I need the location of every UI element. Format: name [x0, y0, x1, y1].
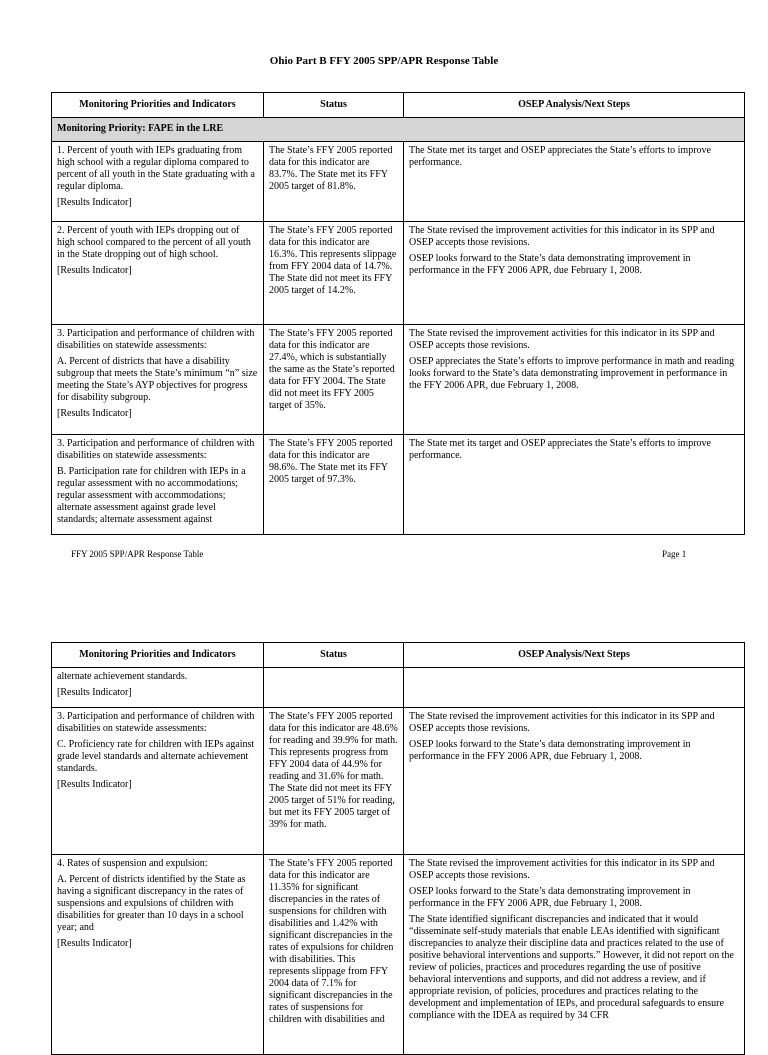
indicator-cell	[52, 855, 264, 1055]
analysis-text: The State revised the improvement activities for this indicator in its SPP and OSEP accepts those revisions.	[409, 328, 715, 351]
indicator-text: C. Proficiency rate for children with IEPs against grade level standards and alternate achievement standards.	[57, 739, 255, 774]
status-cell: The State’s FFY 2005 reported data for this indicator are 48.6% for reading and 39.9% for math. This represents progress from FFY 2004 data of 44.9% for reading and 31.6% for math. The State did not meet its FFY 2005 target of 51% for reading, but met its FFY 2005 target of 39% for math.	[264, 708, 404, 855]
table-row	[52, 435, 745, 535]
table-row	[52, 325, 745, 435]
indicator-cell	[52, 668, 264, 708]
analysis-cell	[404, 325, 745, 435]
page-number: Page 1	[662, 549, 687, 559]
indicator-text: [Results Indicator]	[57, 197, 132, 208]
header-status: Status	[264, 643, 404, 668]
indicator-text: A. Percent of districts that have a disability subgroup that meets the State’s minimum “n” size meeting the State’s AYP objectives for progress for disability subgroup.	[57, 356, 258, 403]
status-cell	[264, 668, 404, 708]
response-table-page-2	[51, 642, 745, 1055]
indicator-cell	[52, 708, 264, 855]
analysis-cell	[404, 668, 745, 708]
indicator-text: 3. Participation and performance of children with disabilities on statewide assessments:	[57, 438, 255, 461]
response-table-page-1	[51, 92, 745, 535]
section-heading: Monitoring Priority: FAPE in the LRE	[52, 118, 745, 142]
analysis-text: The State met its target and OSEP appreciates the State’s efforts to improve performance.	[409, 145, 711, 168]
status-cell: The State’s FFY 2005 reported data for this indicator are 83.7%. The State met its FFY 2005 target of 81.8%.	[264, 142, 404, 222]
header-indicators: Monitoring Priorities and Indicators	[52, 643, 264, 668]
indicator-text: 2. Percent of youth with IEPs dropping out of high school compared to the percent of all youth in the State dropping out of high school.	[57, 225, 251, 260]
header-analysis: OSEP Analysis/Next Steps	[404, 93, 745, 118]
indicator-text: 4. Rates of suspension and expulsion:	[57, 858, 208, 869]
table-row	[52, 855, 745, 1055]
analysis-text: The State revised the improvement activities for this indicator in its SPP and OSEP accepts those revisions.	[409, 225, 715, 248]
analysis-cell	[404, 222, 745, 325]
table-row	[52, 708, 745, 855]
indicator-cell	[52, 325, 264, 435]
analysis-text: The State revised the improvement activities for this indicator in its SPP and OSEP accepts those revisions.	[409, 711, 715, 734]
analysis-text: The State revised the improvement activities for this indicator in its SPP and OSEP accepts those revisions.	[409, 858, 715, 881]
indicator-text: 1. Percent of youth with IEPs graduating from high school with a regular diploma compared to percent of all youth in the State graduating with a regular diploma.	[57, 145, 255, 192]
indicator-cell	[52, 222, 264, 325]
document-title: Ohio Part B FFY 2005 SPP/APR Response Table	[269, 55, 499, 67]
indicator-cell	[52, 142, 264, 222]
analysis-cell	[404, 142, 745, 222]
analysis-text: OSEP looks forward to the State’s data demonstrating improvement in performance in the FFY 2006 APR, due February 1, 2008.	[409, 253, 691, 276]
footer-label: FFY 2005 SPP/APR Response Table	[71, 549, 204, 559]
header-analysis: OSEP Analysis/Next Steps	[404, 643, 745, 668]
indicator-text: 3. Participation and performance of children with disabilities on statewide assessments:	[57, 328, 255, 351]
indicator-text: B. Participation rate for children with IEPs in a regular assessment with no accommodations; regular assessment with accommodations; alternate assessment against grade level standards; alternate assessment against	[57, 466, 246, 525]
analysis-text: The State met its target and OSEP appreciates the State’s efforts to improve performance.	[409, 438, 711, 461]
analysis-cell	[404, 855, 745, 1055]
analysis-cell	[404, 435, 745, 535]
indicator-text: [Results Indicator]	[57, 408, 132, 419]
analysis-text: OSEP looks forward to the State’s data demonstrating improvement in performance in the FFY 2006 APR, due February 1, 2008.	[409, 739, 691, 762]
header-status: Status	[264, 93, 404, 118]
indicator-text: [Results Indicator]	[57, 938, 132, 949]
indicator-text: 3. Participation and performance of children with disabilities on statewide assessments:	[57, 711, 255, 734]
indicator-text: [Results Indicator]	[57, 687, 132, 698]
status-cell: The State’s FFY 2005 reported data for this indicator are 98.6%. The State met its FFY 2005 target of 97.3%.	[264, 435, 404, 535]
analysis-cell	[404, 708, 745, 855]
indicator-text: [Results Indicator]	[57, 779, 132, 790]
analysis-text: OSEP looks forward to the State’s data demonstrating improvement in performance in the FFY 2006 APR, due February 1, 2008.	[409, 886, 691, 909]
analysis-text: The State identified significant discrepancies and indicated that it would “disseminate self-study materials that enable LEAs identified with significant discrepancies to analyze their discipline data and practices related to the use of positive behavioral interventions and supports.” However, it did not report on the review of policies, practices and procedures regarding the use of positive behavioral interventions and supports, and did not address a review, and if appropriate revision, of policies, procedures and practices relating to the development and implementation of IEPs, and procedural safeguards to ensure compliance with the IDEA as required by 34 CFR	[409, 914, 734, 1021]
indicator-text: alternate achievement standards.	[57, 671, 188, 682]
status-cell: The State’s FFY 2005 reported data for this indicator are 16.3%. This represents slippage from FFY 2004 data of 14.7%. The State did not meet its FFY 2005 target of 14.2%.	[264, 222, 404, 325]
indicator-text: A. Percent of districts identified by the State as having a significant discrepancy in the rates of suspensions and expulsions of children with disabilities for greater than 10 days in a school year; and	[57, 874, 246, 933]
indicator-text: [Results Indicator]	[57, 265, 132, 276]
analysis-text: OSEP appreciates the State’s efforts to improve performance in math and reading looks forward to the State’s data demonstrating improvement in performance in the FFY 2006 APR, due February 1, 2008.	[409, 356, 735, 391]
table-row	[52, 668, 745, 708]
status-cell: The State’s FFY 2005 reported data for this indicator are 27.4%, which is substantially the same as the State’s reported data for FFY 2004. The State did not meet its FFY 2005 target of 35%.	[264, 325, 404, 435]
table-row	[52, 222, 745, 325]
indicator-cell	[52, 435, 264, 535]
table-row	[52, 142, 745, 222]
status-cell: The State’s FFY 2005 reported data for this indicator are 11.35% for significant discrepancies in the rates of suspensions for children with disabilities and 1.42% with significant discrepancies in the rates of expulsions for children with disabilities. This represents slippage from FFY 2004 data of 7.1% for significant discrepancies in the rates of suspensions for children with disabilities and	[264, 855, 404, 1055]
header-indicators: Monitoring Priorities and Indicators	[52, 93, 264, 118]
